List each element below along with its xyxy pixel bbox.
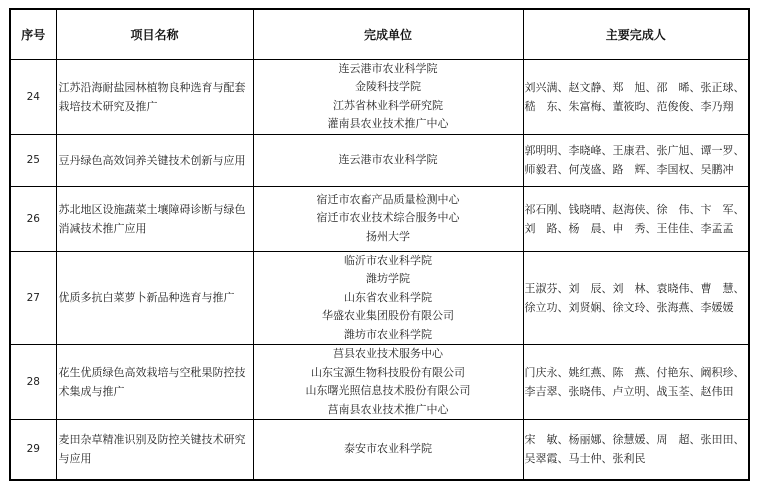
unit-line: 山东曙光照信息技术股份有限公司 (305, 384, 471, 397)
people-list: 郭明明、李晓峰、王康君、张广旭、谭一罗、师毅君、何茂盛、路 辉、李国权、吴鹏冲 (523, 134, 749, 186)
unit-line: 山东省农业科学院 (344, 290, 432, 304)
unit-list (253, 420, 523, 480)
table-row (10, 186, 749, 251)
unit-line: 山东宝源生物科技股份有限公司 (311, 365, 465, 379)
table-row (10, 420, 749, 480)
row-number: 26 (10, 186, 56, 251)
unit-list (253, 345, 523, 420)
unit-line: 潍坊学院 (366, 272, 410, 285)
table-row (10, 134, 749, 186)
unit-line: 莒县农业技术服务中心 (333, 347, 443, 360)
header-serial-number: 序号 (10, 9, 56, 59)
project-name: 苏北地区设施蔬菜土壤障碍诊断与绿色消减技术推广应用 (56, 186, 253, 251)
row-number: 28 (10, 345, 56, 420)
unit-line: 泰安市农业科学院 (344, 442, 432, 455)
unit-line: 莒南县农业技术推广中心 (327, 402, 449, 416)
people-list: 王淑芬、刘 辰、刘 林、袁晓伟、曹 慧、徐立功、刘贤娴、徐文玲、张海燕、李媛媛 (523, 251, 749, 345)
people-list: 祁石刚、钱晓晴、赵海侠、徐 伟、卞 军、刘 路、杨 晨、申 秀、王佳佳、李孟孟 (523, 186, 749, 251)
unit-list (253, 251, 523, 345)
table-body (10, 59, 749, 480)
table-header (10, 9, 749, 59)
people-list: 门庆永、姚红燕、陈 燕、付艳东、阚积珍、李吉翠、张晓伟、卢立明、战玉荃、赵伟田 (523, 345, 749, 420)
header-main-contributors: 主要完成人 (523, 9, 749, 59)
unit-line: 华盛农业集团股份有限公司 (322, 309, 454, 322)
project-name: 江苏沿海耐盐园林植物良种选育与配套栽培技术研究及推广 (56, 59, 253, 134)
project-name: 豆丹绿色高效饲养关键技术创新与应用 (56, 134, 253, 186)
unit-line: 连云港市农业科学院 (338, 61, 438, 75)
unit-line: 江苏省林业科学研究院 (333, 98, 443, 112)
row-number: 29 (10, 420, 56, 480)
project-name: 花生优质绿色高效栽培与空秕果防控技术集成与推广 (56, 345, 253, 420)
table-row (10, 59, 749, 134)
unit-list (253, 134, 523, 186)
table-row (10, 251, 749, 345)
header-project-name: 项目名称 (56, 9, 253, 59)
unit-line: 宿迁市农畜产品质量检测中心 (316, 192, 460, 206)
row-number: 27 (10, 251, 56, 345)
unit-line: 潍坊市农业科学院 (344, 327, 432, 341)
unit-line: 连云港市农业科学院 (338, 152, 438, 166)
unit-line: 临沂市农业科学院 (344, 253, 432, 267)
project-name: 麦田杂草精准识别及防控关键技术研究与应用 (56, 420, 253, 480)
row-number: 25 (10, 134, 56, 186)
people-list: 刘兴满、赵文静、郑 旭、邵 晞、张正球、嵇 东、朱富梅、董筱昀、范俊俊、李乃翔 (523, 59, 749, 134)
unit-list (253, 186, 523, 251)
unit-line: 宿迁市农业技术综合服务中心 (316, 211, 460, 225)
header-completing-units: 完成单位 (253, 9, 523, 59)
unit-line: 扬州大学 (366, 229, 410, 243)
row-number: 24 (10, 59, 56, 134)
header-row (10, 9, 749, 59)
project-name: 优质多抗白菜萝卜新品种选育与推广 (56, 251, 253, 345)
unit-list (253, 59, 523, 134)
unit-line: 灌南县农业技术推广中心 (327, 117, 449, 130)
project-award-table (9, 8, 750, 481)
people-list: 宋 敏、杨丽娜、徐慧媛、周 超、张田田、吴翠霞、马士仲、张利民 (523, 420, 749, 480)
table-row (10, 345, 749, 420)
unit-line: 金陵科技学院 (355, 80, 421, 93)
